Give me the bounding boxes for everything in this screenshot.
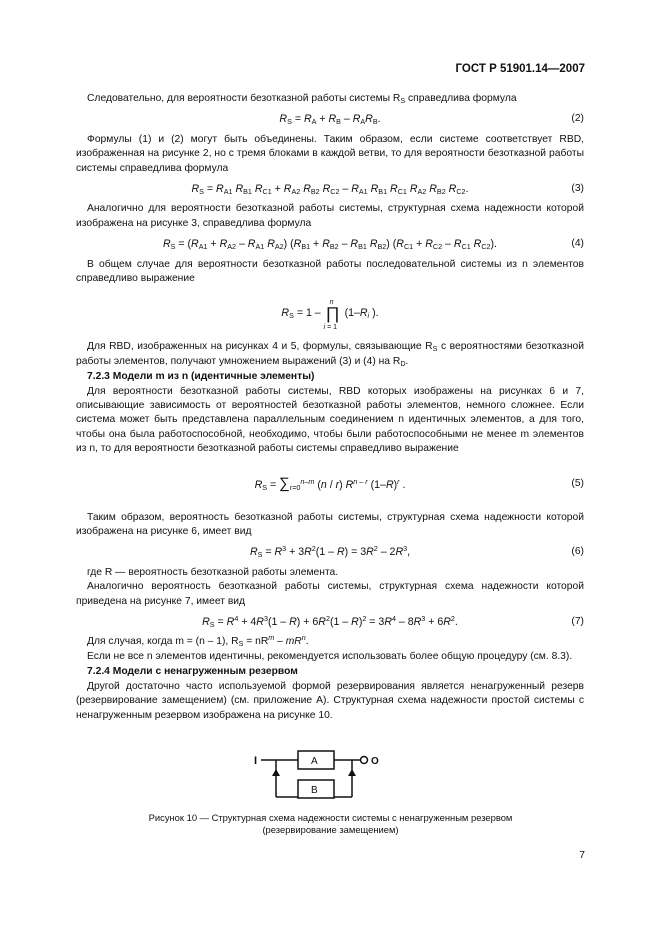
paragraph: Для вероятности безотказной работы системы, RBD которых изображены на рисунках 6 и 7, описывающие зависимость от вероятностей безотказной работы элементов, немного сложнее. Если система может быть представлена параллельным соединением n идентичных элементов, а для того, чтобы она была работоспособной, необходимо, чтобы были работоспособными не менее m элементов из n, то для вероятности безотказной работы системы справедливо выражение: [76, 385, 584, 455]
paragraph: Другой достаточно часто используемой формой резервирования является ненагруженный резерв (резервирование замещением) (см. приложение А). Структурная схема надежности простой системы с ненагруженным резервом изображена на рисунке 10.: [76, 680, 584, 721]
paragraph: Аналогично для вероятности безотказной работы системы, структурная схема надежности которой изображена на рисунке 3, справедлива формула: [76, 203, 584, 229]
equation-4: $R_S = (R_{A1} + R_{A2} - R_{A1}$ $R_{A2}$) ($R_{B1} + R_{B2} - R_{B1}$ $R_{B2}$) ($R_{C1} + R_{C2} - R_{C1}$ $R_{C2}$). (4): [162, 238, 584, 252]
paragraph: где R — вероятность безотказной работы элемента.: [87, 566, 339, 578]
equation-product: $R_S = 1$ – n ∏ i = 1 ($1-R_i$ ).: [281, 298, 379, 331]
page-number: 7: [579, 850, 585, 861]
paragraph: Таким образом, вероятность безотказной работы системы, структурная схема надежности которой изображена на рисунке 6, имеет вид: [76, 511, 584, 538]
section-heading: 7.2.4 Модели с ненагруженным резервом: [87, 666, 298, 678]
equation-7: $R_S = R^4 + 4R^3(1 - R) + 6R^2(1 - R)^2 = 3R^4 - 8R^3 + 6R^2$. (7): [202, 614, 584, 630]
equation-2: $R_S = R_A + R_B - R_AR_B$. (2): [279, 113, 584, 127]
block-b-label: В: [311, 785, 318, 796]
output-label: O: [371, 756, 379, 767]
output-node: [361, 757, 368, 764]
arrow-up-left: [272, 769, 280, 776]
arrow-up-right: [348, 769, 356, 776]
paragraph: Следовательно, для вероятности безотказной работы системы $R_S$ справедлива формула: [87, 93, 517, 105]
paragraph: Формулы (1) и (2) могут быть объединены. Таким образом, если системе соответствует RBD, изображенная на рисунке 2, но с тремя блоками в каждой ветви, то для вероятности безотказной работы системы справедлива формула: [76, 133, 584, 174]
paragraph: В общем случае для вероятности безотказной работы последовательной системы из n элементов справедливо выражение: [76, 258, 584, 285]
paragraph: Для случая, когда m = (n – 1), $R_S = nR^m - mR^n$.: [87, 633, 309, 649]
page-content: [76, 92, 584, 723]
equation-5: $R_S = \sum_{r=0}^{n-m}$ (n / r) $R^{n - r}$ $(1-R)^r$ . (5): [254, 474, 584, 492]
rbd-standby-diagram: [240, 742, 390, 804]
figure-caption: Рисунок 10 — Структурная схема надежности системы с ненагруженным резервом (резервирование замещением): [148, 812, 513, 835]
block-a-label: А: [311, 756, 318, 767]
input-label: I: [254, 755, 258, 767]
paragraph: Аналогично вероятность безотказной работы системы, структурная схема надежности которой приведена на рисунке 7, имеет вид: [76, 581, 584, 607]
equation-3: $R_S = R_{A1}$ $R_{B1}$ $R_{C1} + R_{A2}$ $R_{B2}$ $R_{C2} - R_{A1}$ $R_{B1}$ $R_{C1}$ $R_{A2}$ $R_{B2}$ $R_{C2}$. (3): [191, 183, 584, 197]
document-header: ГОСТ Р 51901.14—2007: [455, 63, 585, 75]
section-heading: 7.2.3 Модели m из n (идентичные элементы): [87, 371, 315, 383]
equation-6: $R_S = R^3 + 3R^2(1 - R) = 3R^2 - 2R^3$, (6): [249, 544, 584, 560]
paragraph: Для RBD, изображенных на рисунках 4 и 5, формулы, связывающие $R_S$ с вероятностями безотказной работы элементов, получают умножением выражений (3) и (4) на $R_D$.: [76, 341, 584, 368]
paragraph: Если не все n элементов идентичны, рекомендуется использовать более общую процедуру (см. 8.3).: [87, 650, 573, 662]
